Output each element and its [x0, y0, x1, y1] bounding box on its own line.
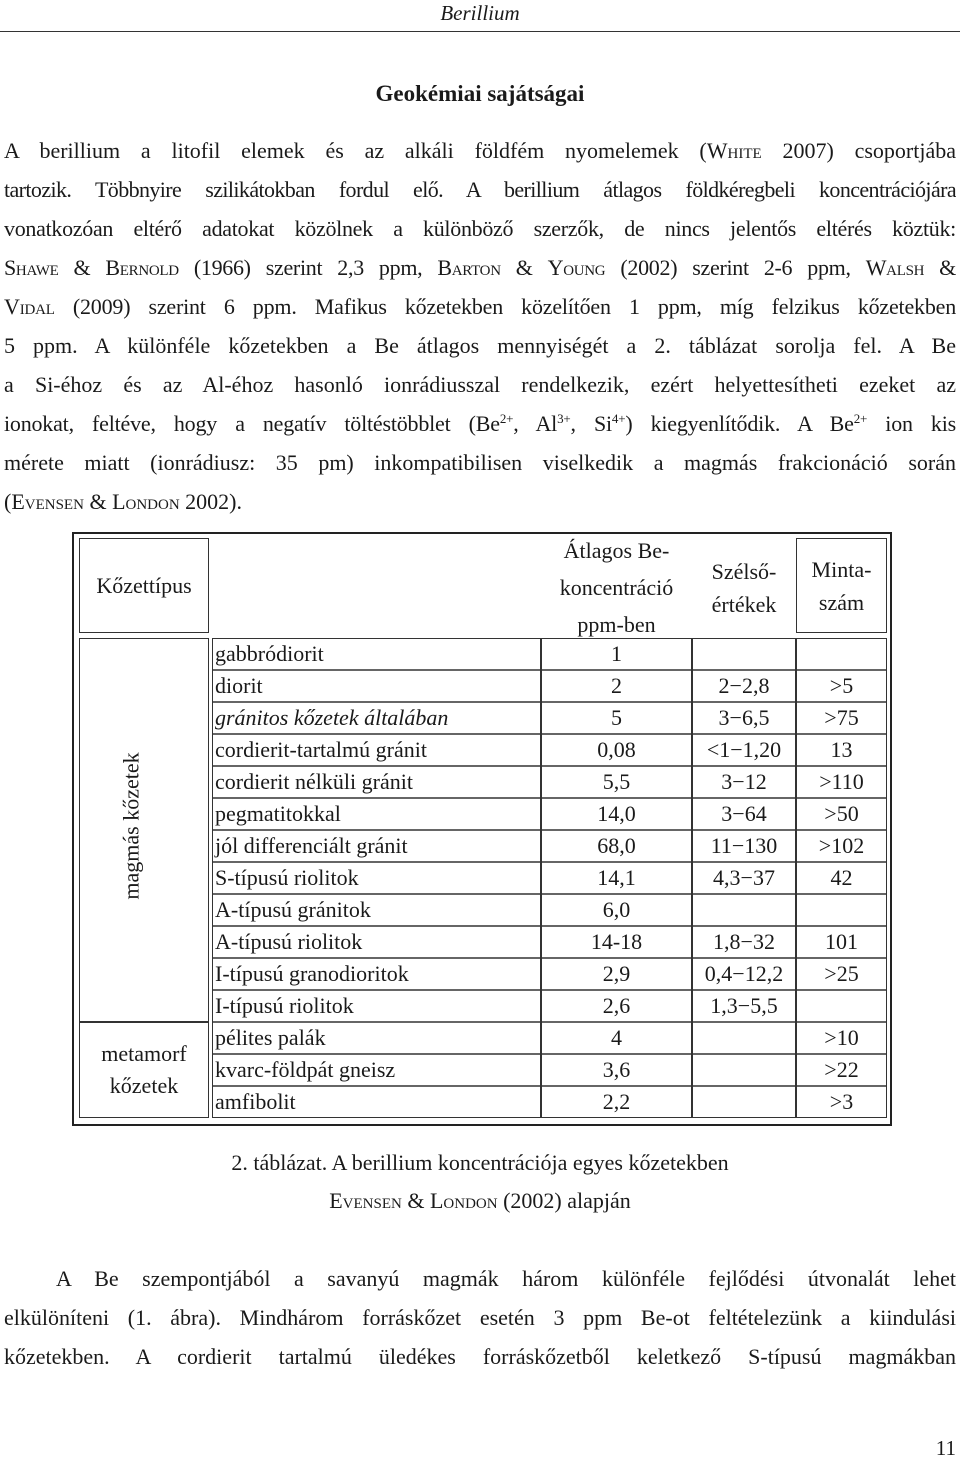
row-count: >102 — [818, 833, 865, 858]
row-name: cordierit nélküli gránit — [215, 769, 413, 794]
row-range: 1,8−32 — [713, 929, 775, 954]
paragraph-1-line-2: tartozik. Többnyire szilikátokban fordul elő. A berillium átlagos földkéregbeli koncentrációjára — [4, 177, 956, 202]
row-name: gabbródiorit — [215, 641, 324, 666]
paragraph-1-line-4: Shawe & Bernold (1966) szerint 2,3 ppm, Barton & Young (2002) szerint 2-6 ppm, Walsh & — [4, 255, 956, 280]
row-average: 14,0 — [597, 801, 636, 826]
paragraph-1-line-6: 5 ppm. A különféle kőzetekben a Be átlagos mennyiségét a 2. táblázat sorolja fel. A Be — [4, 333, 956, 358]
row-name: cordierit-tartalmú gránit — [215, 737, 427, 762]
paragraph-1-line-7: a Si-éhoz és az Al-éhoz hasonló ionrádiusszal rendelkezik, ezért helyettesítheti ezeket az — [4, 372, 956, 397]
row-count: >3 — [829, 1089, 854, 1114]
row-count: >10 — [824, 1025, 859, 1050]
row-average: 4 — [611, 1025, 622, 1050]
row-average: 1 — [611, 641, 622, 666]
row-range: 1,3−5,5 — [710, 993, 778, 1018]
row-name: jól differenciált gránit — [215, 833, 408, 858]
row-range: 11−130 — [710, 833, 778, 858]
row-count: >5 — [829, 673, 854, 698]
running-title: Berillium — [440, 1, 520, 25]
group-metamorphic-label: metamorf kőzetek — [101, 1041, 187, 1098]
paragraph-1-line-10: (Evensen & London 2002). — [4, 489, 242, 514]
paragraph-1-line-8: ionokat, feltéve, hogy a negatív töltéstöbblet ($Be^{2+}$, $Al^{3+}$, $Si^{4+}$) kiegyenlítődik. A $Be^{2+}$ ion kis — [4, 411, 956, 436]
group-magmatic-label: magmás kőzetek — [119, 751, 145, 900]
header-rock-type: Kőzettípus — [79, 538, 209, 633]
row-count: 13 — [830, 737, 853, 762]
section-title: Geokémiai sajátságai — [375, 81, 585, 106]
row-count: 101 — [825, 929, 858, 954]
paragraph-2-line-1: A Be szempontjából a savanyú magmák három különféle fejlődési útvonalát lehet — [56, 1266, 956, 1291]
author-white: White — [706, 138, 762, 163]
paragraph-2-line-3: kőzetekben. A cordierit tartalmú üledékes forráskőzetből keletkező S-típusú magmákban — [4, 1344, 956, 1369]
header-sample-count: Minta- szám — [796, 538, 887, 633]
row-name: amfibolit — [215, 1089, 296, 1114]
row-name: diorit — [215, 673, 263, 698]
row-name: pélites palák — [215, 1025, 326, 1050]
row-name: A-típusú gránitok — [215, 897, 371, 922]
paragraph-1-line-3: vonatkozóan eltérő adatokat közölnek a különböző szerzők, de nincs jelentős eltérés köztük: — [4, 216, 956, 241]
paragraph-1-line-5: Vidal (2009) szerint 6 ppm. Mafikus kőzetekben közelítően 1 ppm, míg felzikus kőzetekben — [4, 294, 956, 319]
row-count: 42 — [830, 865, 853, 890]
row-average: 0,08 — [597, 737, 636, 762]
row-average: 5,5 — [602, 769, 631, 794]
paragraph-2 — [4, 1259, 956, 1376]
row-average: 14-18 — [590, 929, 643, 954]
row-range: <1−1,20 — [706, 737, 782, 762]
row-average: 2,9 — [602, 961, 631, 986]
row-name: I-típusú riolitok — [215, 993, 354, 1018]
row-count: >50 — [824, 801, 859, 826]
row-range: 3−64 — [721, 801, 767, 826]
row-name: I-típusú granodioritok — [215, 961, 409, 986]
header-extreme-values: Szélső- értékek — [711, 559, 777, 617]
row-average: 2,6 — [602, 993, 631, 1018]
row-range: 3−12 — [721, 769, 767, 794]
table-caption-line-1: 2. táblázat. A berillium koncentrációja egyes kőzetekben — [231, 1150, 729, 1175]
row-average: 2,2 — [602, 1089, 631, 1114]
paragraph-1-line-9: mérete miatt (ionrádiusz: 35 pm) inkompatibilisen viselkedik a magmás frakcionáció során — [4, 450, 956, 475]
row-count: >22 — [824, 1057, 859, 1082]
row-range: 0,4−12,2 — [704, 961, 784, 986]
row-average: 2 — [611, 673, 622, 698]
row-name: gránitos kőzetek általában — [215, 705, 449, 730]
row-name: A-típusú riolitok — [215, 929, 363, 954]
row-range: 2−2,8 — [718, 673, 770, 698]
page-number: 11 — [935, 1436, 956, 1460]
row-average: 6,0 — [602, 897, 631, 922]
row-average: 3,6 — [602, 1057, 631, 1082]
paragraph-2-line-2: elkülöníteni (1. ábra). Mindhárom forráskőzet esetén 3 ppm Be-ot feltételezünk a kiindulási — [4, 1305, 956, 1330]
row-name: kvarc-földpát gneisz — [215, 1057, 396, 1082]
table-caption-line-2: Evensen & London (2002) alapján — [329, 1188, 631, 1213]
row-average: 68,0 — [597, 833, 636, 858]
row-count: >25 — [824, 961, 859, 986]
row-count: >110 — [819, 769, 864, 794]
row-count: >75 — [824, 705, 859, 730]
row-average: 14,1 — [597, 865, 636, 890]
row-name: S-típusú riolitok — [215, 865, 359, 890]
row-average: 5 — [611, 705, 622, 730]
paragraph-1-line-1: A berillium a litofil elemek és az alkáli földfém nyomelemek (White 2007) csoportjába — [4, 138, 956, 163]
row-name: pegmatitokkal — [215, 801, 341, 826]
row-range: 4,3−37 — [713, 865, 775, 890]
row-range: 3−6,5 — [718, 705, 770, 730]
header-average-concentration: Átlagos Be- koncentráció ppm-ben — [559, 537, 674, 637]
